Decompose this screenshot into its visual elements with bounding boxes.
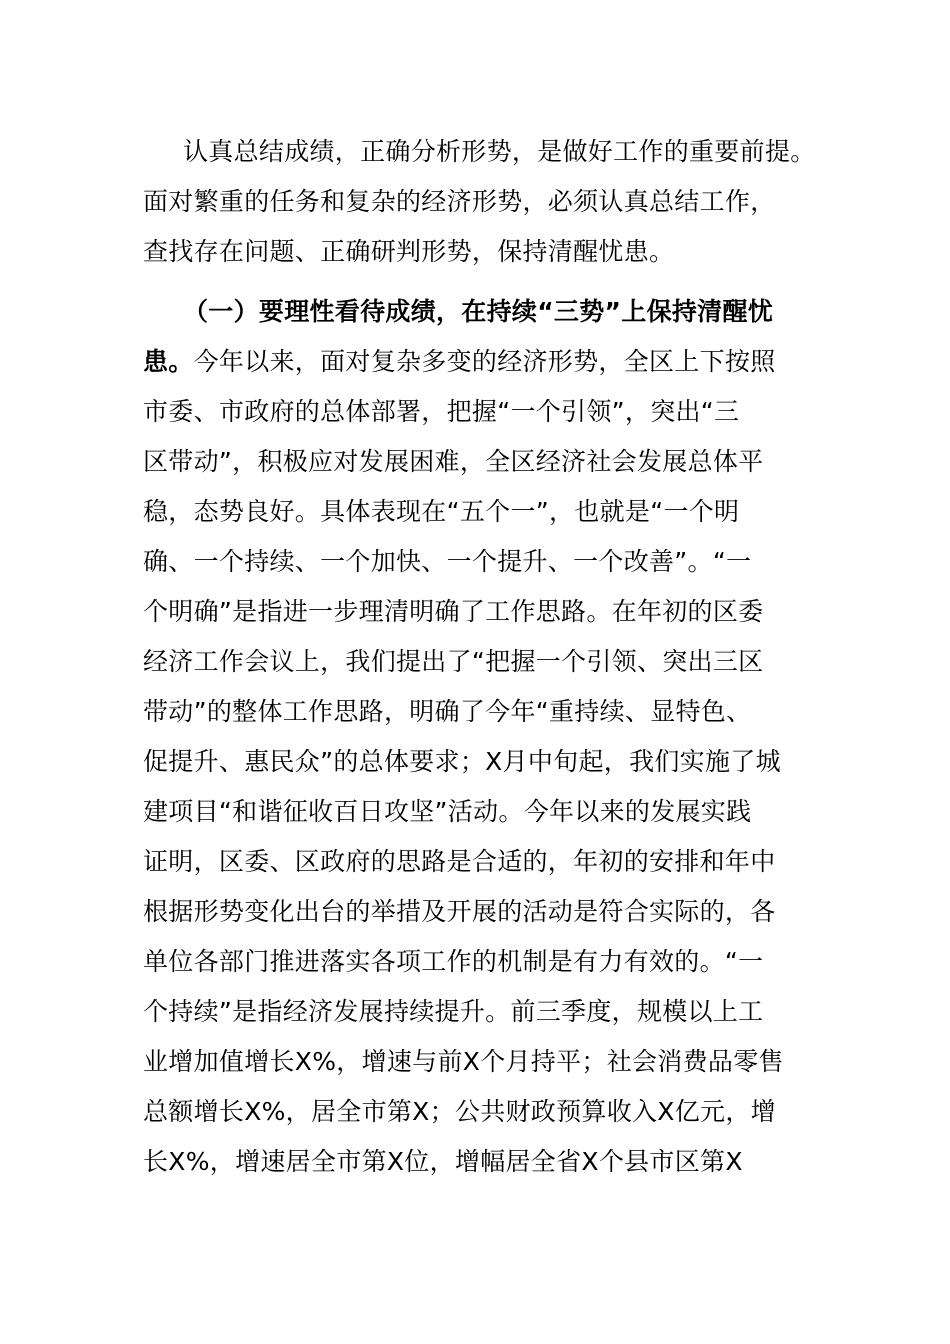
paragraph2-line-7: 个明确”是指进一步理清明确了工作思路。在年初的区委 <box>143 597 764 626</box>
paragraph2-line-17: 总额增长X%，居全市第X；公共财政预算收入X亿元，增 <box>143 1097 776 1126</box>
paragraph1-line-2: 面对繁重的任务和复杂的经济形势，必须认真总结工作， <box>143 187 776 216</box>
paragraph2-line-2-text: 今年以来，面对复杂多变的经济形势，全区上下按照 <box>193 347 776 376</box>
paragraph2-line-16: 业增加值增长X%，增速与前X个月持平；社会消费品零售 <box>143 1047 784 1076</box>
paragraph2-line-10: 促提升、惠民众”的总体要求；X月中旬起，我们实施了城 <box>143 747 781 776</box>
paragraph2-line-8: 经济工作会议上，我们提出了“把握一个引领、突出三区 <box>143 647 764 676</box>
paragraph1-line-1: 认真总结成绩，正确分析形势，是做好工作的重要前提。 <box>183 137 816 166</box>
paragraph2-line-5: 稳，态势良好。具体表现在“五个一”，也就是“一个明 <box>143 497 740 526</box>
paragraph2-line-13: 根据形势变化出台的举措及开展的活动是符合实际的，各 <box>143 897 776 926</box>
paragraph2-line-18: 长X%，增速居全市第X位，增幅居全省X个县市区第X <box>143 1147 743 1176</box>
paragraph2-line-6: 确、一个持续、一个加快、一个提升、一个改善”。“一 <box>143 547 752 576</box>
paragraph1-line-3: 查找存在问题、正确研判形势，保持清醒忧患。 <box>143 237 675 266</box>
section-heading-line-2: 患。 <box>143 347 194 376</box>
paragraph2-line-2 <box>143 337 823 387</box>
section-heading-line-1: （一）要理性看待成绩，在持续“三势”上保持清醒忧 <box>183 297 774 326</box>
paragraph2-line-9: 带动”的整体工作思路，明确了今年“重持续、显特色、 <box>143 697 752 726</box>
paragraph2-line-15: 个持续”是指经济发展持续提升。前三季度，规模以上工 <box>143 997 764 1026</box>
paragraph2-line-14: 单位各部门推进落实各项工作的机制是有力有效的。“一 <box>143 947 764 976</box>
paragraph2-line-3: 市委、市政府的总体部署，把握“一个引领”，突出“三 <box>143 397 740 426</box>
paragraph2-line-4: 区带动”，积极应对发展困难，全区经济社会发展总体平 <box>143 447 764 476</box>
paragraph2-line-12: 证明，区委、区政府的思路是合适的，年初的安排和年中 <box>143 847 776 876</box>
paragraph2-line-11: 建项目“和谐征收百日攻坚”活动。今年以来的发展实践 <box>143 797 752 826</box>
